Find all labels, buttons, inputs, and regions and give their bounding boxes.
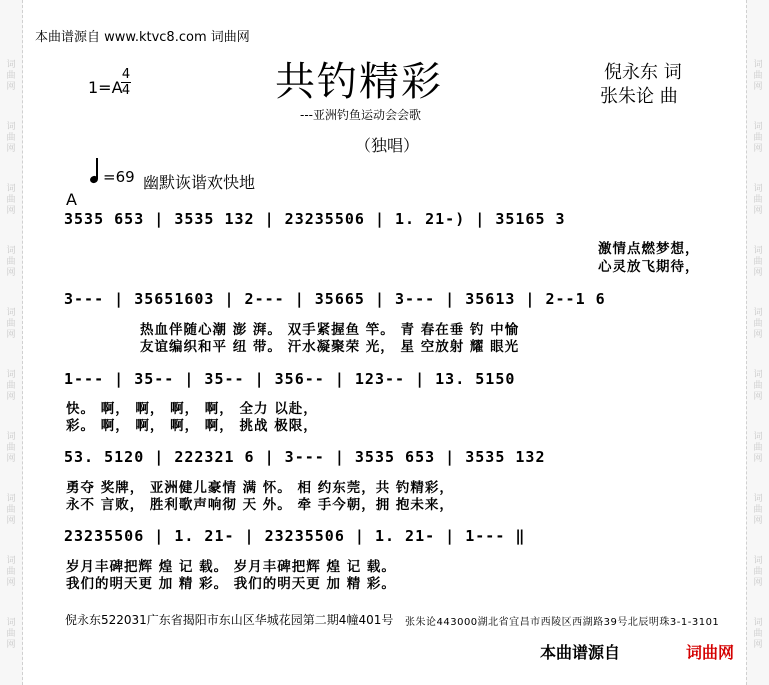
right-watermark-strip <box>746 0 769 685</box>
source-label: 本曲谱源自 <box>540 643 621 662</box>
lyrics-line-1a: 激情点燃梦想， <box>598 241 700 257</box>
song-title: 共钓精彩 <box>275 59 443 105</box>
left-watermark-strip <box>0 0 23 685</box>
expression-marking: 幽默诙谐欢快地 <box>143 173 256 192</box>
watermark-text: 词 曲 网 <box>753 432 763 464</box>
watermark-text: 词 曲 网 <box>753 60 763 92</box>
watermark-text: 词 曲 网 <box>6 184 16 216</box>
time-signature-bottom: 4 <box>121 83 131 98</box>
composer-credit: 张朱论 曲 <box>600 86 678 107</box>
watermark-text: 词 曲 网 <box>753 122 763 154</box>
watermark-text: 词 曲 网 <box>753 184 763 216</box>
lyricist-address: 倪永东522031广东省揭阳市东山区华城花园第二期4幢401号 <box>65 613 394 627</box>
watermark-text: 词 曲 网 <box>753 618 763 650</box>
lyrics-line-1b: 心灵放飞期待， <box>598 259 700 275</box>
watermark-text: 词 曲 网 <box>753 246 763 278</box>
key-signature: 1=A <box>88 78 123 97</box>
time-signature <box>121 68 131 97</box>
watermark-text: 词 曲 网 <box>6 122 16 154</box>
score-line-5: 23235506 | 1. 21- | 23235506 | 1. 21- | 1--- ‖ <box>64 527 526 545</box>
lyrics-line-3a: 快。 啊， 啊， 啊， 啊， 全力 以赴， <box>66 401 318 417</box>
watermark-text: 词 曲 网 <box>6 308 16 340</box>
site-name: 词曲网 <box>686 643 735 662</box>
composer-address: 张朱论443000湖北省宜昌市西陵区西湖路39号北辰明珠3-1-3101 <box>405 617 720 628</box>
score-line-4: 53. 5120 | 222321 6 | 3--- | 3535 653 | 3535 132 <box>64 448 546 466</box>
score-line-3: 1--- | 35-- | 35-- | 356-- | 123-- | 13. 5150 <box>64 370 516 388</box>
watermark-text: 词 曲 网 <box>753 556 763 588</box>
lyrics-line-5b: 我们的明天更 加 精 彩。 我们的明天更 加 精 彩。 <box>66 576 396 592</box>
lyrics-line-5a: 岁月丰碑把辉 煌 记 载。 岁月丰碑把辉 煌 记 载。 <box>66 559 396 575</box>
watermark-text: 词 曲 网 <box>6 556 16 588</box>
watermark-text: 词 曲 网 <box>6 246 16 278</box>
watermark-text: 词 曲 网 <box>6 494 16 526</box>
lyrics-line-4a: 勇夺 奖牌， 亚洲健儿豪情 满 怀。 相 约东莞，共 钓精彩， <box>66 480 454 496</box>
lyrics-line-2b: 友谊编织和平 纽 带。 汗水凝聚荣 光， 星 空放射 耀 眼光 <box>140 339 520 355</box>
watermark-text: 词 曲 网 <box>6 60 16 92</box>
lyricist-credit: 倪永东 词 <box>604 62 682 83</box>
watermark-text: 词 曲 网 <box>6 432 16 464</box>
watermark-text: 词 曲 网 <box>753 370 763 402</box>
watermark-text: 词 曲 网 <box>6 618 16 650</box>
time-signature-top: 4 <box>121 67 131 82</box>
lyrics-line-3b: 彩。 啊， 啊， 啊， 啊， 挑战 极限， <box>66 418 318 434</box>
performance-mode: （独唱） <box>355 136 420 155</box>
watermark-text: 词 曲 网 <box>6 370 16 402</box>
tempo-marking: =69 <box>103 168 135 186</box>
score-line-1: 3535 653 | 3535 132 | 23235506 | 1. 21-) | 35165 3 <box>64 210 566 228</box>
source-line: 本曲谱源自 www.ktvc8.com 词曲网 <box>35 30 250 45</box>
rehearsal-mark: A <box>66 190 77 209</box>
lyrics-line-2a: 热血伴随心潮 澎 湃。 双手紧握鱼 竿。 青 春在垂 钓 中愉 <box>140 322 520 338</box>
score-line-2: 3--- | 35651603 | 2--- | 35665 | 3--- | 35613 | 2--1 6 <box>64 290 606 308</box>
watermark-text: 词 曲 网 <box>753 308 763 340</box>
song-subtitle: ---亚洲钓鱼运动会会歌 <box>300 108 421 122</box>
lyrics-line-4b: 永不 言败， 胜利歌声响彻 天 外。 牵 手今朝，拥 抱未来， <box>66 497 454 513</box>
watermark-text: 词 曲 网 <box>753 494 763 526</box>
